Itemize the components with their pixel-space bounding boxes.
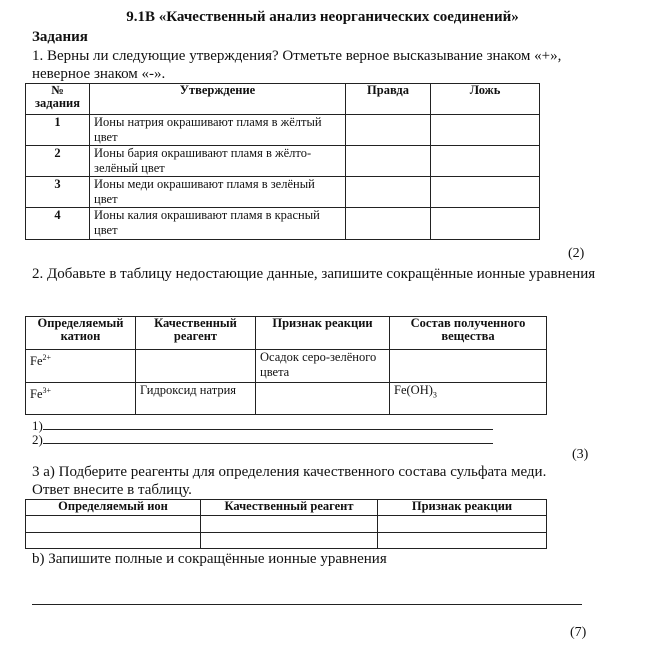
answer-cell[interactable]: [201, 516, 378, 533]
col-header-true: Правда: [346, 84, 431, 115]
col-header-sign: Признак реакции: [256, 317, 390, 350]
col-header-reagent: Качественный реагент: [136, 317, 256, 350]
sign-answer-cell[interactable]: [256, 383, 390, 415]
task1-score: (2): [568, 246, 585, 261]
answer-line[interactable]: [32, 604, 582, 605]
statement-cell: Ионы натрия окрашивают пламя в жёлтый цвет: [90, 115, 346, 146]
row-number: 3: [26, 177, 90, 208]
composition-subscript: 3: [432, 390, 437, 400]
cation-symbol: Fe: [30, 354, 43, 368]
composition-cell: [390, 383, 547, 415]
composition-answer-cell[interactable]: [390, 350, 547, 383]
task2-text: 2. Добавьте в таблицу недостающие данные, запишите сокращённые ионные уравнения: [32, 266, 596, 282]
task3-table: [25, 499, 547, 549]
answer-cell[interactable]: [378, 533, 547, 549]
true-answer-cell[interactable]: [346, 177, 431, 208]
answer-cell[interactable]: [26, 533, 201, 549]
table-row: [26, 177, 540, 208]
table-row: [26, 533, 547, 549]
page-title: 9.1В «Качественный анализ неорганических соединений»: [126, 9, 519, 25]
answer-cell[interactable]: [378, 516, 547, 533]
cation-cell: [26, 350, 136, 383]
false-answer-cell[interactable]: [431, 146, 540, 177]
statement-cell: Ионы бария окрашивают пламя в жёлто-зелёный цвет: [90, 146, 346, 177]
equation-line-1[interactable]: [32, 418, 493, 432]
table-row: [26, 208, 540, 240]
col-header-false: Ложь: [431, 84, 540, 115]
false-answer-cell[interactable]: [431, 208, 540, 240]
table-row: [26, 115, 540, 146]
equation-label: 1): [32, 418, 43, 433]
equation-label: 2): [32, 432, 43, 447]
sign-cell: Осадок серо-зелёного цвета: [256, 350, 390, 383]
task3-score: (7): [570, 625, 587, 640]
col-header-cation: Определяемый катион: [26, 317, 136, 350]
true-answer-cell[interactable]: [346, 146, 431, 177]
col-header-statement: Утверждение: [90, 84, 346, 115]
col-header-number: № задания: [26, 84, 90, 115]
false-answer-cell[interactable]: [431, 177, 540, 208]
table-row: [26, 350, 547, 383]
equation-line-2[interactable]: [32, 432, 493, 446]
cation-symbol: Fe: [30, 387, 43, 401]
cation-charge: 3+: [42, 386, 52, 395]
task2-score: (3): [572, 447, 589, 462]
cation-cell: [26, 383, 136, 415]
row-number: 4: [26, 208, 90, 240]
task1-table: [25, 83, 540, 240]
col-header-composition: Состав полученного вещества: [390, 317, 547, 350]
statement-cell: Ионы калия окрашивают пламя в красный цвет: [90, 208, 346, 240]
task3a-text: 3 а) Подберите реагенты для определения качественного состава сульфата меди. Ответ внесите в таблицу.: [32, 464, 547, 498]
false-answer-cell[interactable]: [431, 115, 540, 146]
answer-cell[interactable]: [201, 533, 378, 549]
section-heading: Задания: [32, 29, 88, 45]
table-row: [26, 516, 547, 533]
true-answer-cell[interactable]: [346, 208, 431, 240]
table-row: [26, 383, 547, 415]
answer-cell[interactable]: [26, 516, 201, 533]
row-number: 1: [26, 115, 90, 146]
cation-charge: 2+: [42, 353, 52, 362]
task1-text: 1. Верны ли следующие утверждения? Отметьте верное высказывание знаком «+», неверное знаком «-».: [32, 48, 562, 82]
table-row: [26, 146, 540, 177]
col-header-sign: Признак реакции: [378, 500, 547, 516]
task3b-text: b) Запишите полные и сокращённые ионные уравнения: [32, 551, 387, 567]
composition-formula: Fe(OH): [394, 383, 433, 397]
reagent-answer-cell[interactable]: [136, 350, 256, 383]
statement-cell: Ионы меди окрашивают пламя в зелёный цвет: [90, 177, 346, 208]
task2-table: [25, 316, 547, 415]
row-number: 2: [26, 146, 90, 177]
reagent-cell: Гидроксид натрия: [136, 383, 256, 415]
col-header-reagent: Качественный реагент: [201, 500, 378, 516]
col-header-ion: Определяемый ион: [26, 500, 201, 516]
true-answer-cell[interactable]: [346, 115, 431, 146]
